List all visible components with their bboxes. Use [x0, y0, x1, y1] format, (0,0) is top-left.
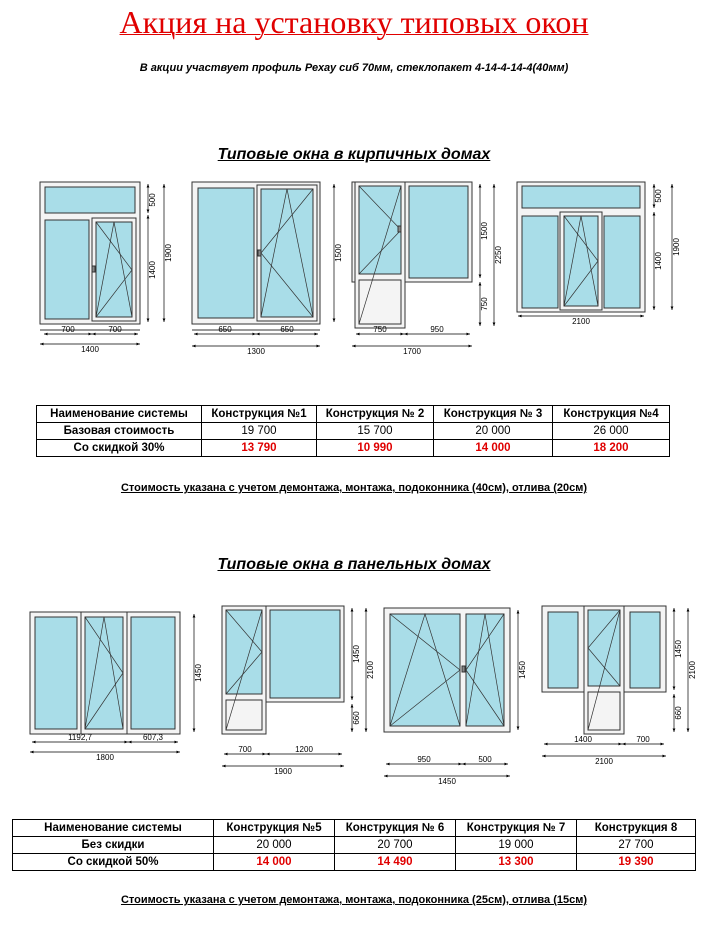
- page-subtitle: В акции участвует профиль Рехау сиб 70мм, стеклопакет 4-14-4-14-4(40мм): [139, 62, 569, 74]
- dim-label: 2100: [595, 757, 613, 766]
- price-cell: 20 000: [434, 423, 553, 440]
- row-label: Со скидкой 50%: [13, 854, 214, 871]
- brick-window-1-drawing: [40, 182, 140, 330]
- price-cell: 20 700: [335, 837, 456, 854]
- dim-label: 1300: [247, 347, 265, 356]
- dim-label: 2100: [688, 661, 697, 679]
- page-title: Акция на установку типовых окон: [119, 4, 589, 40]
- brick-price-table: [36, 405, 670, 457]
- discount-price-cell: 14 490: [335, 854, 456, 871]
- discount-price-cell: 13 790: [202, 440, 317, 457]
- dim-label: 1450: [674, 640, 683, 658]
- dim-label: 1400: [81, 345, 99, 354]
- brick-price-note: Стоимость указана с учетом демонтажа, монтажа, подоконника (40см), отлива (20см): [120, 482, 588, 494]
- price-cell: 15 700: [317, 423, 434, 440]
- dim-label: 1450: [194, 664, 203, 682]
- table-header-cell: Конструкция № 6: [335, 820, 456, 837]
- panel-price-note: Стоимость указана с учетом демонтажа, монтажа, подоконника (25см), отлива (15см): [120, 894, 588, 906]
- price-cell: 26 000: [553, 423, 670, 440]
- discount-price-cell: 14 000: [434, 440, 553, 457]
- table-row: [13, 854, 696, 871]
- dim-label: 1400: [574, 735, 592, 744]
- dim-label: 700: [238, 745, 252, 754]
- dim-label: 1450: [438, 777, 456, 786]
- table-header-cell: Конструкция № 7: [456, 820, 577, 837]
- discount-price-cell: 18 200: [553, 440, 670, 457]
- dim-label: 700: [636, 735, 650, 744]
- table-header-row: [37, 406, 670, 423]
- table-header-cell: Конструкция № 3: [434, 406, 553, 423]
- dim-label: 500: [478, 755, 492, 764]
- dim-label: 950: [417, 755, 431, 764]
- price-cell: 19 700: [202, 423, 317, 440]
- row-label: Со скидкой 30%: [37, 440, 202, 457]
- brick-window-2-drawing: [192, 182, 320, 330]
- table-header-cell: Конструкция №4: [553, 406, 670, 423]
- dim-label: 650: [280, 325, 294, 334]
- table-header-cell: Наименование системы: [13, 820, 214, 837]
- dim-label: 500: [148, 193, 157, 207]
- table-header-cell: Конструкция 8: [577, 820, 696, 837]
- dim-label: 607,3: [142, 733, 164, 742]
- table-row: [37, 423, 670, 440]
- dim-label: 750: [373, 325, 387, 334]
- panel-window-7-drawing: [384, 608, 510, 732]
- table-row: [37, 440, 670, 457]
- brick-window-4-drawing: [517, 182, 645, 312]
- table-header-cell: Конструкция №5: [214, 820, 335, 837]
- dim-label: 1500: [480, 222, 489, 240]
- dim-label: 2100: [572, 317, 590, 326]
- discount-price-cell: 13 300: [456, 854, 577, 871]
- dim-label: 1450: [518, 661, 527, 679]
- dim-label: 1700: [403, 347, 421, 356]
- panel-price-table: [12, 819, 696, 871]
- table-header-row: [13, 820, 696, 837]
- dim-label: 660: [674, 706, 683, 720]
- dim-label: 500: [654, 189, 663, 203]
- row-label: Без скидки: [13, 837, 214, 854]
- dim-label: 700: [61, 325, 75, 334]
- dim-label: 1450: [352, 645, 361, 663]
- price-cell: 27 700: [577, 837, 696, 854]
- dim-label: 650: [218, 325, 232, 334]
- dim-label: 1192,7: [68, 733, 92, 742]
- dim-label: 1900: [164, 244, 173, 262]
- discount-price-cell: 19 390: [577, 854, 696, 871]
- dim-label: 660: [352, 711, 361, 725]
- dim-label: 1400: [148, 261, 157, 279]
- table-header-cell: Конструкция №1: [202, 406, 317, 423]
- panel-window-6-drawing: [222, 606, 344, 734]
- dim-label: 1800: [96, 753, 114, 762]
- dim-label: 1900: [672, 238, 681, 256]
- dim-label: 1400: [654, 252, 663, 270]
- row-label: Базовая стоимость: [37, 423, 202, 440]
- discount-price-cell: 14 000: [214, 854, 335, 871]
- price-cell: 20 000: [214, 837, 335, 854]
- dim-label: 750: [480, 297, 489, 311]
- dim-label: 1200: [295, 745, 313, 754]
- dim-label: 950: [430, 325, 444, 334]
- brick-window-3-drawing: [352, 182, 472, 328]
- table-header-cell: Наименование системы: [37, 406, 202, 423]
- table-header-cell: Конструкция № 2: [317, 406, 434, 423]
- panel-window-5-drawing: [30, 612, 180, 734]
- panel-section-heading: Типовые окна в панельных домах: [217, 556, 491, 573]
- dim-label: 1500: [334, 244, 343, 262]
- dim-label: 2100: [366, 661, 375, 679]
- dim-label: 2250: [494, 246, 503, 264]
- discount-price-cell: 10 990: [317, 440, 434, 457]
- brick-section-heading: Типовые окна в кирпичных домах: [217, 146, 491, 163]
- dim-label: 1900: [274, 767, 292, 776]
- table-row: [13, 837, 696, 854]
- panel-window-8-drawing: [542, 606, 666, 734]
- price-cell: 19 000: [456, 837, 577, 854]
- dim-label: 700: [108, 325, 122, 334]
